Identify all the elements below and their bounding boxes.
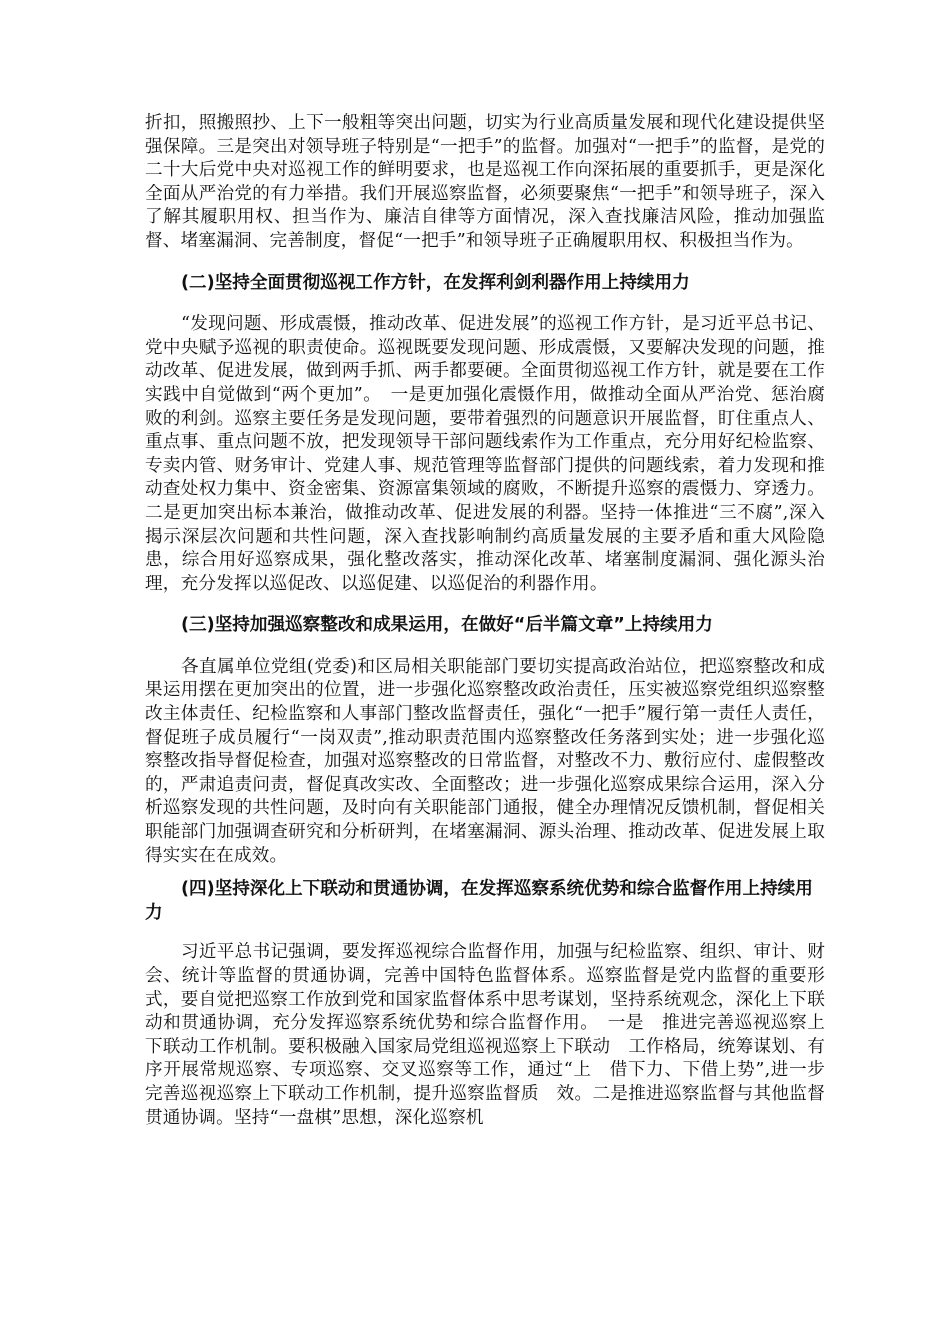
paragraph-3: 各直属单位党组(党委)和区局相关职能部门要切实提高政治站位，把巡察整改和成果运用摆在更加突出的位置，进一步强化巡察整改政治责任，压实被巡察党组织巡察整改主体责任、纪检监察和人事部门整改监督责任，强化“一把手”履行第一责任人责任，督促班子成员履行“一岗双责”,推动职责范围内巡察整改任务落到实处；进一步强化巡察整改指导督促检查，加强对巡察整改的日常监督，对整改不力、敷衍应付、虚假整改的，严肃追责问责，督促真改实改、全面整改；进一步强化巡察成果综合运用，深入分析巡察发现的共性问题，及时向有关职能部门通报，健全办理情况反馈机制，督促相关职能部门加强调查研究和分析研判，在堵塞漏洞、源头治理、推动改革、促进发展上取得实实在在成效。	[145, 656, 825, 866]
paragraph-4: 习近平总书记强调，要发挥巡视综合监督作用，加强与纪检监察、组织、审计、财会、统计等监督的贯通协调，完善中国特色监督体系。巡察监督是党内监督的重要形式，要自觉把巡察工作放到党和国家监督体系中思考谋划，坚持系统观念，深化上下联动和贯通协调，充分发挥巡察系统优势和综合监督作用。 一是 推进完善巡视巡察上下联动工作机制。要积极融入国家局党组巡视巡察上下联动 工作格局，统筹谋划、有序开展常规巡察、专项巡察、交叉巡察等工作，通过“上 借下力、下借上势”,进一步完善巡视巡察上下联动工作机制，提升巡察监督质 效。二是推进巡察监督与其他监督贯通协调。坚持“一盘棋”思想，深化巡察机	[145, 942, 825, 1128]
section-heading-4: (四)坚持深化上下联动和贯通协调，在发挥巡察系统优势和综合监督作用上持续用力	[145, 879, 813, 923]
document-page	[145, 112, 825, 1130]
paragraph-2: “发现问题、形成震慑，推动改革、促进发展”的巡视工作方针，是习近平总书记、党中央赋予巡视的职责使命。巡视既要发现问题、形成震慑，又要解决发现的问题，推动改革、促进发展，做到两手抓、两手都要硬。全面贯彻巡视工作方针，就是要在工作实践中自觉做到“两个更加”。 一是更加强化震慑作用，做推动全面从严治党、惩治腐败的利剑。巡察主要任务是发现问题，要带着强烈的问题意识开展监督，盯住重点人、重点事、重点问题不放，把发现领导干部问题线索作为工作重点，充分用好纪检监察、专卖内管、财务审计、党建人事、规范管理等监督部门提供的问题线索，着力发现和推动查处权力集中、资金密集、资源富集领域的腐败，不断提升巡察的震慑力、穿透力。二是更加突出标本兼治，做推动改革、促进发展的利器。坚持一体推进“三不腐”,深入揭示深层次问题和共性问题，深入查找影响制约高质量发展的主要矛盾和重大风险隐患，综合用好巡察成果，强化整改落实，推动深化改革、堵塞制度漏洞、强化源头治理，充分发挥以巡促改、以巡促建、以巡促治的利器作用。	[145, 314, 825, 594]
section-heading-3: (三)坚持加强巡察整改和成果运用，在做好“后半篇文章”上持续用力	[181, 615, 713, 636]
section-heading-2: (二)坚持全面贯彻巡视工作方针，在发挥利剑利器作用上持续用力	[181, 272, 690, 293]
paragraph-1: 折扣，照搬照抄、上下一般粗等突出问题，切实为行业高质量发展和现代化建设提供坚强保障。三是突出对领导班子特别是“一把手”的监督。加强对“一把手”的监督，是党的二十大后党中央对巡视工作的鲜明要求，也是巡视工作向深拓展的重要抓手，更是深化全面从严治党的有力举措。我们开展巡察监督，必须要聚焦“一把手”和领导班子，深入了解其履职用权、担当作为、廉洁自律等方面情况，深入查找廉洁风险，推动加强监督、堵塞漏洞、完善制度，督促“一把手”和领导班子正确履职用权、积极担当作为。	[145, 113, 825, 251]
